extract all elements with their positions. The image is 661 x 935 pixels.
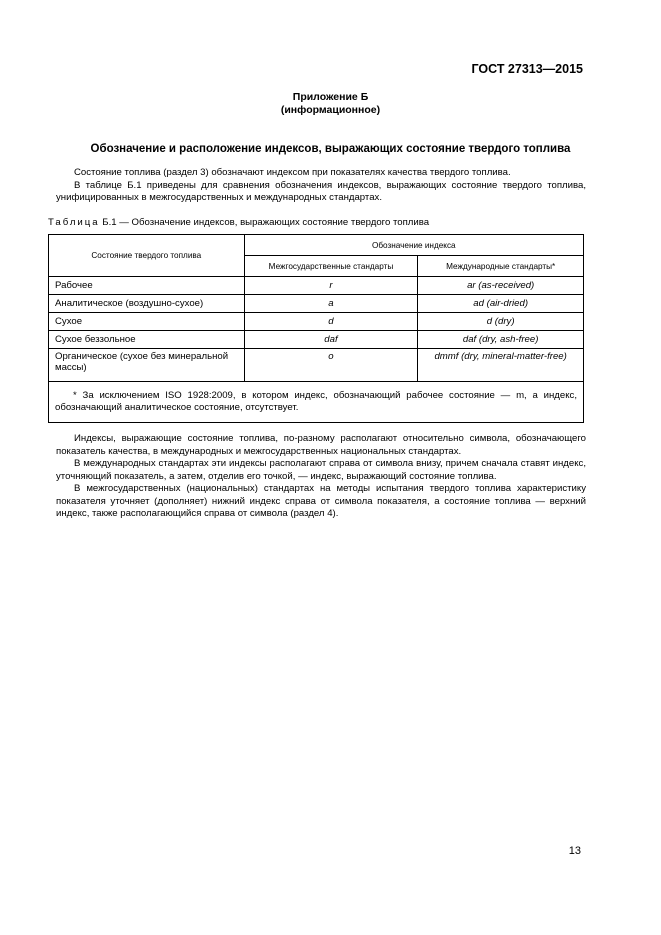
- intro-paragraph: Состояние топлива (раздел 3) обозначают индексом при показателях качества твердого топлива.: [74, 167, 511, 178]
- table-row: [49, 313, 584, 331]
- cell-interstate: daf: [244, 331, 418, 349]
- cell-international: dmmf (dry, mineral-matter-free): [418, 349, 584, 382]
- header-designation: Обозначение индекса: [244, 235, 583, 256]
- cell-international: daf (dry, ash-free): [418, 331, 584, 349]
- cell-interstate: d: [244, 313, 418, 331]
- cell-international: d (dry): [418, 313, 584, 331]
- annex-kind: (информационное): [280, 104, 381, 116]
- section-title: Обозначение и расположение индексов, выражающих состояние твердого топлива: [90, 143, 571, 155]
- table-caption-prefix: Таблица: [48, 217, 100, 228]
- body-paragraph: Индексы, выражающие состояние топлива, по-разному располагают относительно символа, обозначающего показатель качества, в международных и межгосударственных национальных стандартах.: [56, 433, 586, 457]
- cell-interstate: o: [244, 349, 418, 382]
- cell-state: Аналитическое (воздушно-сухое): [49, 295, 245, 313]
- intro-text: [56, 167, 586, 205]
- annex-heading: [0, 91, 661, 117]
- table-row: [49, 349, 584, 382]
- cell-interstate: r: [244, 277, 418, 295]
- table-caption-text: Б.1 — Обозначение индексов, выражающих состояние твердого топлива: [102, 217, 430, 228]
- cell-state: Органическое (сухое без минеральной массы): [49, 349, 245, 382]
- cell-international: ad (air-dried): [418, 295, 584, 313]
- body-text: [56, 433, 586, 521]
- header-international: Международные стандарты*: [418, 256, 584, 277]
- table-footnote-row: [49, 382, 584, 423]
- intro-paragraph: В таблице Б.1 приведены для сравнения обозначения индексов, выражающих состояние твердого топлива, унифицированных в межгосударственных и международных стандартах.: [56, 179, 586, 203]
- table-row: [49, 295, 584, 313]
- standard-code: ГОСТ 27313—2015: [471, 62, 583, 76]
- header-state: Состояние твердого топлива: [49, 235, 245, 277]
- cell-state: Рабочее: [49, 277, 245, 295]
- header-interstate: Межгосударственные стандарты: [244, 256, 418, 277]
- table-row: [49, 277, 584, 295]
- cell-state: Сухое беззольное: [49, 331, 245, 349]
- table-footnote: * За исключением ISO 1928:2009, в котором индекс, обозначающий рабочее состояние — m, а индекс, обозначающий аналитическое состояние, отсутствует.: [49, 382, 584, 423]
- table-caption: [48, 217, 429, 228]
- cell-international: ar (as-received): [418, 277, 584, 295]
- page-number: 13: [568, 845, 581, 857]
- body-paragraph: В межгосударственных (национальных) стандартах на методы испытания твердого топлива характеристику показателя уточняет (дополняет) нижний индекс справа от символа показателя, а состояние топлива — верхний индекс, также располагающийся справа от символа (раздел 4).: [56, 483, 586, 519]
- body-paragraph: В международных стандартах эти индексы располагают справа от символа внизу, причем сначала ставят индекс, уточняющий показатель, а затем, отделив его точкой, — индекс, выражающий состояние топлива.: [56, 458, 586, 482]
- index-table: [48, 234, 584, 423]
- table-header-row: [49, 235, 584, 256]
- cell-state: Сухое: [49, 313, 245, 331]
- cell-interstate: a: [244, 295, 418, 313]
- annex-title: Приложение Б: [292, 91, 369, 103]
- table-row: [49, 331, 584, 349]
